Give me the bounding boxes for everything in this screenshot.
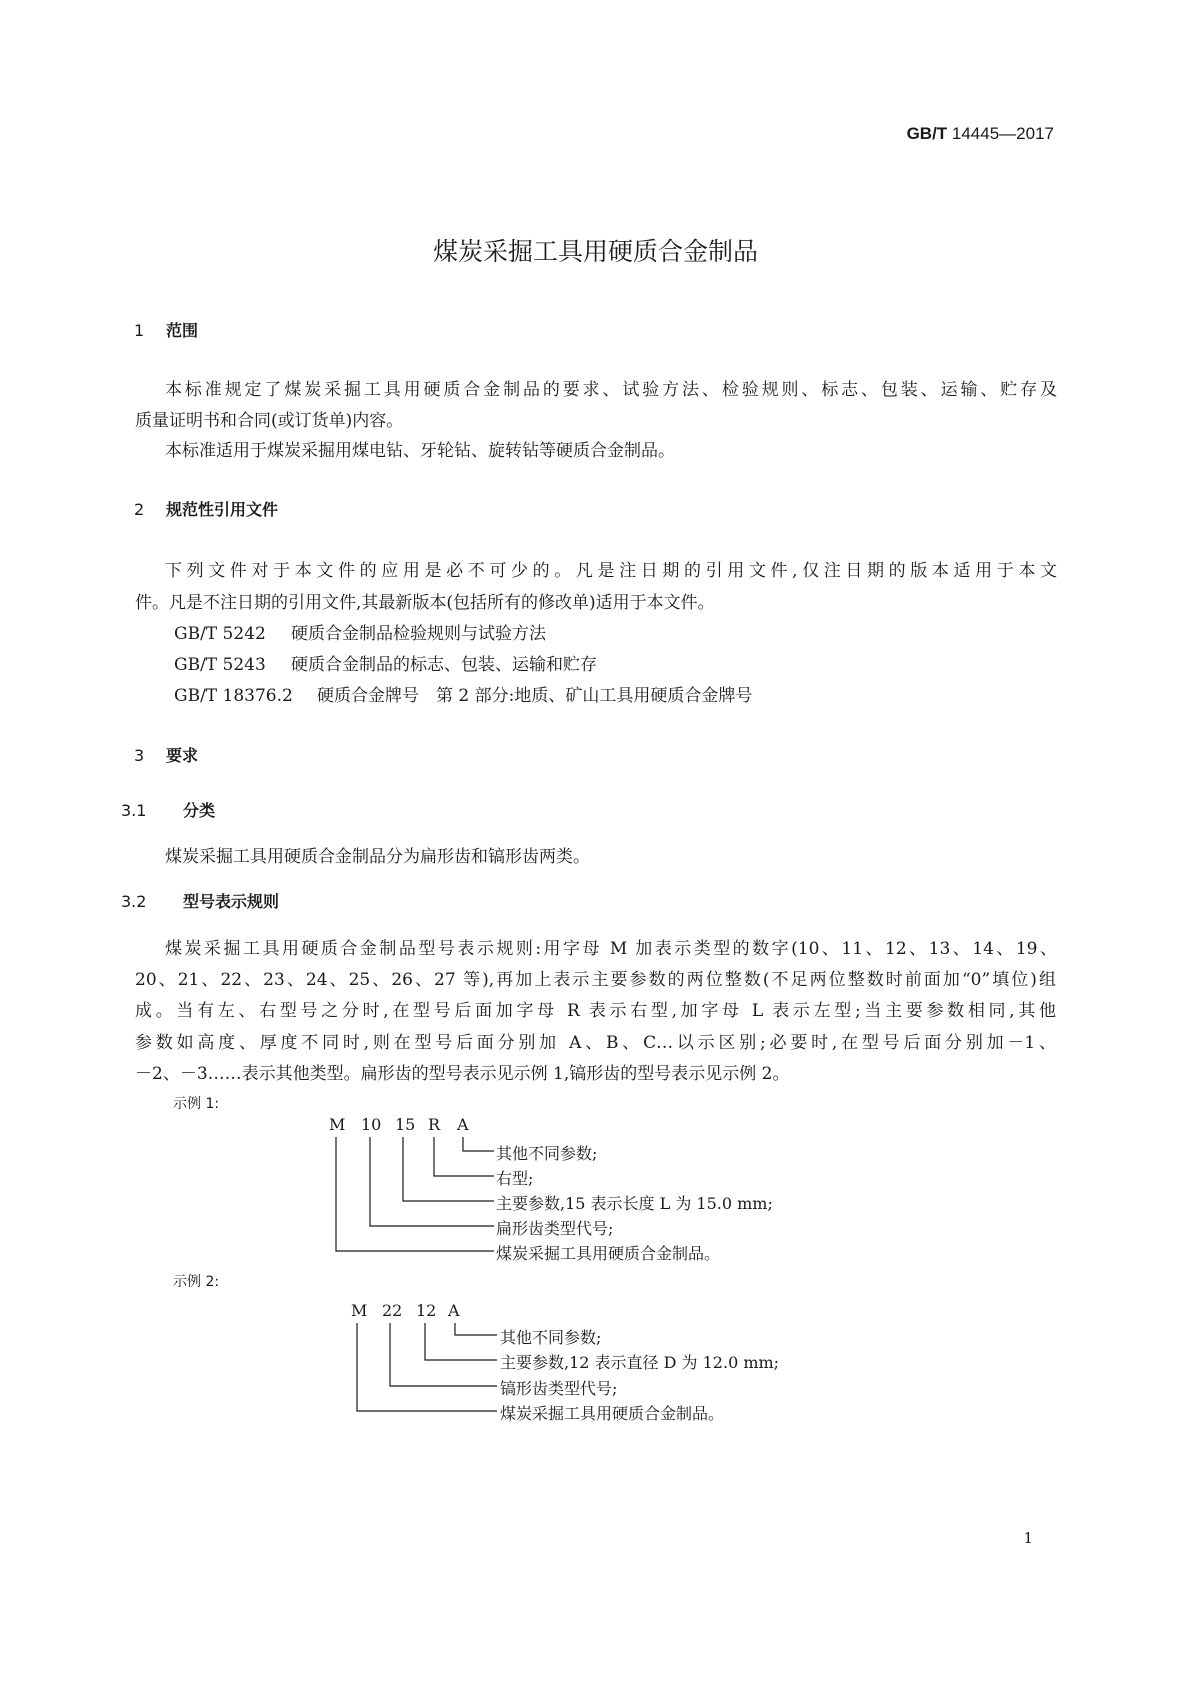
example-2-code-type: 22 bbox=[382, 1301, 403, 1320]
s2-paragraph-line-2: 件。凡是不注日期的引用文件,其最新版本(包括所有的修改单)适用于本文件。 bbox=[135, 593, 715, 613]
s3-2-paragraph-line: 成。当有左、右型号之分时,在型号后面加字母 R 表示右型,加字母 L 表示左型;当主要参数相同,其他 bbox=[135, 1001, 1056, 1021]
document-title: 煤炭采掘工具用硬质合金制品 bbox=[432, 237, 758, 266]
example-1-code-variant: A bbox=[457, 1115, 469, 1134]
example-1-desc-type: 扁形齿类型代号; bbox=[496, 1219, 614, 1238]
section-number: 2 bbox=[134, 500, 145, 519]
s3-1-paragraph: 煤炭采掘工具用硬质合金制品分为扁形齿和镐形齿两类。 bbox=[165, 847, 590, 867]
example-2-connector-param bbox=[425, 1323, 497, 1360]
example-1-code-param: 15 bbox=[395, 1115, 416, 1134]
example-1-connector-variant bbox=[463, 1137, 494, 1151]
reference-title: 硬质合金制品的标志、包装、运输和贮存 bbox=[291, 655, 597, 675]
s3-2-paragraph-line: 参数如高度、厚度不同时,则在型号后面分别加 A、B、C…以示区别;必要时,在型号后面分别加－1、 bbox=[135, 1033, 1056, 1053]
subsection-title: 型号表示规则 bbox=[183, 892, 280, 911]
s3-2-paragraph-line: 煤炭采掘工具用硬质合金制品型号表示规则:用字母 M 加表示类型的数字(10、11、12、13、14、19、 bbox=[165, 939, 1057, 959]
s2-paragraph-line-1: 下列文件对于本文件的应用是必不可少的。凡是注日期的引用文件,仅注日期的版本适用于本文 bbox=[165, 561, 1057, 581]
example-1-desc-product: 煤炭采掘工具用硬质合金制品。 bbox=[496, 1244, 721, 1263]
example-1-connector-side bbox=[434, 1137, 494, 1176]
example-1-connector-type bbox=[370, 1137, 494, 1226]
section-number: 3 bbox=[134, 746, 145, 765]
s1-paragraph-2: 本标准适用于煤炭采掘用煤电钻、牙轮钻、旋转钻等硬质合金制品。 bbox=[165, 441, 675, 461]
s1-paragraph-1-line-2: 质量证明书和合同(或订货单)内容。 bbox=[135, 411, 404, 431]
example-2-code-variant: A bbox=[448, 1301, 460, 1320]
section-title: 规范性引用文件 bbox=[166, 500, 279, 519]
reference-code: GB/T 5243 bbox=[174, 655, 266, 675]
s1-paragraph-1-line-1: 本标准规定了煤炭采掘工具用硬质合金制品的要求、试验方法、检验规则、标志、包装、运输、贮存及 bbox=[165, 380, 1057, 400]
example-1-code-type: 10 bbox=[361, 1115, 382, 1134]
example-1-desc-param: 主要参数,15 表示长度 L 为 15.0 mm; bbox=[496, 1194, 773, 1213]
reference-title: 硬质合金制品检验规则与试验方法 bbox=[291, 624, 546, 644]
example-2-desc-type: 镐形齿类型代号; bbox=[500, 1379, 618, 1398]
reference-code: GB/T 5242 bbox=[174, 624, 266, 644]
example-1-desc-variant: 其他不同参数; bbox=[496, 1144, 598, 1163]
example-1-desc-side: 右型; bbox=[496, 1169, 534, 1188]
subsection-number: 3.1 bbox=[121, 801, 147, 820]
s3-2-paragraph-line-last: －2、－3……表示其他类型。扁形齿的型号表示见示例 1,镐形齿的型号表示见示例 2。 bbox=[135, 1064, 790, 1084]
example-2-connector-product bbox=[357, 1323, 497, 1411]
s3-2-paragraph-line: 20、21、22、23、24、25、26、27 等),再加上表示主要参数的两位整数(不足两位整数时前面加“0”填位)组 bbox=[135, 970, 1056, 990]
standard-prefix: GB/T bbox=[906, 124, 948, 143]
example-2-desc-variant: 其他不同参数; bbox=[500, 1328, 602, 1347]
example-1-label: 示例 1: bbox=[173, 1096, 220, 1112]
reference-code: GB/T 18376.2 bbox=[174, 686, 293, 706]
section-number: 1 bbox=[134, 321, 145, 340]
example-2-connector-variant bbox=[455, 1323, 497, 1335]
example-1-code-side: R bbox=[428, 1115, 441, 1134]
example-2-desc-product: 煤炭采掘工具用硬质合金制品。 bbox=[500, 1404, 725, 1423]
subsection-title: 分类 bbox=[183, 801, 216, 820]
example-2-desc-param: 主要参数,12 表示直径 D 为 12.0 mm; bbox=[500, 1353, 780, 1372]
example-1-connector-param bbox=[403, 1137, 494, 1201]
reference-title: 硬质合金牌号 第 2 部分:地质、矿山工具用硬质合金牌号 bbox=[317, 686, 753, 706]
standard-code: 14445—2017 bbox=[947, 124, 1054, 143]
section-title: 要求 bbox=[166, 746, 199, 765]
section-title: 范围 bbox=[166, 321, 199, 340]
example-1-code-m: M bbox=[329, 1115, 346, 1134]
page-number: 1 bbox=[1023, 1529, 1033, 1547]
subsection-number: 3.2 bbox=[121, 892, 147, 911]
example-2-code-m: M bbox=[351, 1301, 368, 1320]
example-1-connector-product bbox=[336, 1137, 494, 1251]
example-2-label: 示例 2: bbox=[173, 1274, 220, 1290]
example-2-code-param: 12 bbox=[416, 1301, 437, 1320]
example-2-connector-type bbox=[390, 1323, 497, 1386]
